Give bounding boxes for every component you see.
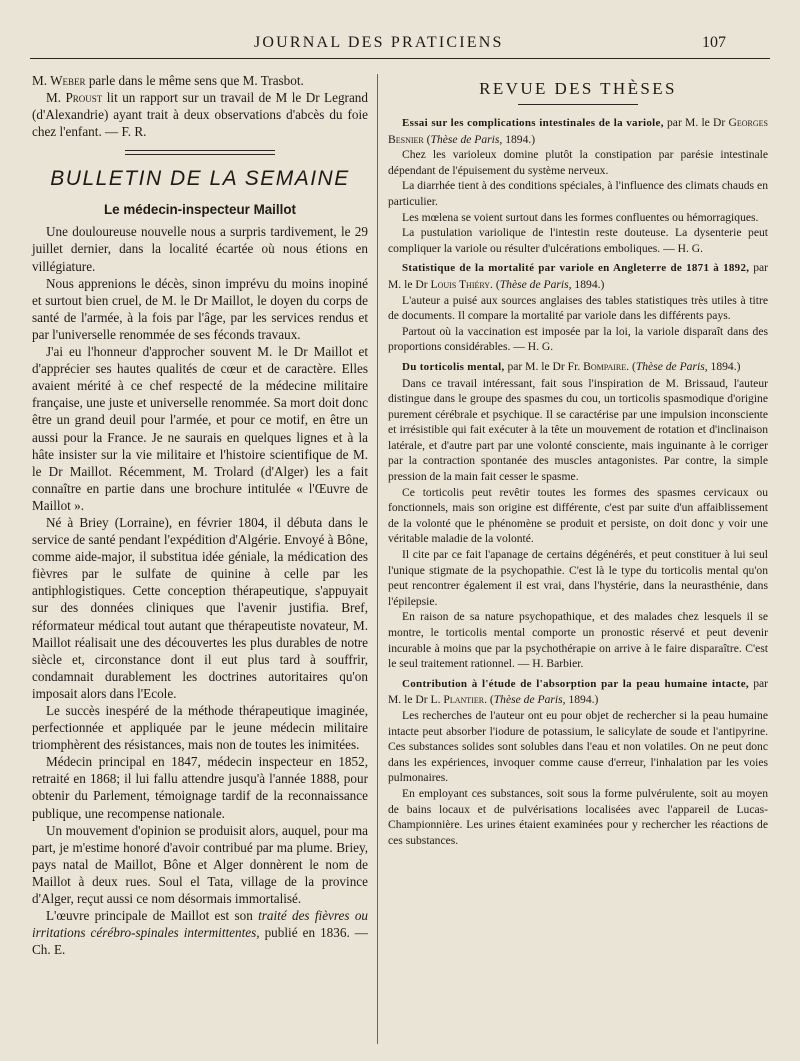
speaker-name: M. Proust: [46, 90, 103, 106]
article-paragraph: Une douloureuse nouvelle nous a surpris tardivement, le 29 juillet dernier, dans la localité écartée où nous étions en villégiature.: [32, 224, 368, 274]
revue-rule: [518, 104, 638, 105]
header-rule: [30, 58, 770, 59]
revue-title: REVUE DES THÈSES: [479, 79, 677, 98]
these-paragraph: Les recherches de l'auteur ont eu pour objet de rechercher si la peau humaine intacte peut absorber l'iodure de potassium, le salicylate de soude et l'antipyrine. Ces substances solides sont solubles dans l'eau et non volatiles. On ne peut donc dans les expériences, invoquer comme cause d'erreur, l'inhalation par les voies pulmonaires.: [388, 708, 768, 785]
article-paragraph: Nous apprenions le décès, sinon imprévu du moins inopiné et surtout bien cruel, de M. le Dr Maillot, le doyen du corps de santé de l'armée, à la fois par l'âge, par les services rendus et par l'universelle renommée de ses féconds travaux.: [32, 275, 368, 342]
these-author: Georges Besnier: [388, 116, 768, 146]
article-paragraph: Médecin principal en 1847, médecin inspecteur en 1852, retraité en 1868; il lui fallu attendre jusqu'à l'année 1888, pour obtenir du Parlement, témoignage tardif de la reconnaissance publique, une recompense nationale.: [32, 754, 368, 821]
bulletin-title: BULLETIN DE LA SEMAINE: [50, 167, 350, 191]
these-paragraph: Les mœlena se voient surtout dans les formes confluentes ou hémorragiques.: [402, 210, 759, 224]
article-paragraph: Un mouvement d'opinion se produisit alors, auquel, pour ma part, je m'estime honoré d'avoir contribué par ma plume. Briey, pays natal de Maillot, Bône et Alger donnèrent le nom de Maillot à deux rues. Soul el Tata, village de la province d'Alger, reçut aussi ce nom désormais immortalisé.: [32, 822, 368, 907]
article-paragraph: J'ai eu l'honneur d'approcher souvent M. le Dr Maillot et d'apprécier ses hautes qualités de cœur et de caractère. Elles avaient mérité à ce chef respecté de la médecine militaire française, une juste et universelle renommée. Sa mort doit donc être un grand deuil pour l'armée, et pour ce motif, en être un aussi pour la France. Je ne saurais en quelques lignes et à la hâte insister sur la vie militaire et l'histoire scientifique de M. le Dr Maillot. Récemment, M. Trolard (d'Alger) les a fait connaître en partie dans une brochure intitulée « l'Œuvre de Maillot ».: [32, 344, 368, 513]
right-column: [388, 72, 768, 848]
these-heading: Statistique de la mortalité par variole en Angleterre de 1871 à 1892, par M. le Dr Louis Thiéry. (Thèse de Paris, 1894.): [388, 261, 769, 291]
article-closing: L'œuvre principale de Maillot est son traité des fièvres ou irritations cérébro-spinales intermittentes, publié en 1836. — Ch. E.: [32, 908, 369, 958]
section-rule: [125, 150, 275, 155]
these-paragraph: Dans ce travail intéressant, fait sous l'inspiration de M. Brissaud, l'auteur distingue dans le groupe des spasmes du cou, un torticolis spasmodique d'origine purement cérébrale et psychique. Il se caractérise par une impulsion inconsciente et irrésistible qui fait exécuter à la tête un mouvement de rotation et d'inclinaison latérale, et d'autre part par une volonté consciente, mais inguinante à le corriger par la contraction spontanée des muscles antagonistes. Par contre, la simple pression de la main fait cesser le spasme.: [388, 376, 768, 484]
left-column: [32, 72, 368, 958]
running-header: [0, 30, 800, 56]
these-paragraph: Partout où la vaccination est imposée par la loi, la variole disparaît dans des proportions considérables. — H. G.: [388, 324, 768, 354]
intro-paragraph: M. Proust lit un rapport sur un travail de M le Dr Legrand (d'Alexandrie) ayant trait à deux observations d'abcès du foie chez l'enfant. — F. R.: [32, 90, 368, 140]
these-paragraph: Ce torticolis peut revêtir toutes les formes des spasmes cervicaux ou fonctionnels, mais son origine est différente, c'est par suite d'un affaiblissement de la volonté que le phénomène se produit et persiste, on doit donc y voir une véritable maladie de la volonté.: [388, 485, 768, 546]
these-paragraph: Chez les varioleux domine plutôt la constipation par parésie intestinale dépendant de l'épuisement du système nerveux.: [388, 148, 768, 177]
intro-paragraph: M. Weber parle dans le même sens que M. Trasbot.: [32, 73, 304, 88]
article-paragraph: Né à Briey (Lorraine), en février 1804, il débuta dans le service de santé pendant l'expédition d'Algérie. Envoyé à Bône, comme aide-major, il substitua idée géniale, la médication des fièvres par le sulfate de quinine à celle par les antiphlogistiques. Cette conception thérapeutique, s'appuyait sur des données cliniques que l'avenir justifia. Bref, réformateur médical tout autant que thérapeutiste novateur, M. Maillot réalisait une des découvertes les plus durables de notre siècle et, circonstance dont il eut plus tard à souffrir, condamnait durablement les doctrines autoritaires qu'on imposait alors dans l'Ecole.: [32, 514, 368, 701]
these-author: Louis Thiéry: [430, 277, 491, 291]
these-entry: [388, 676, 768, 849]
these-author: Bompaire: [583, 359, 627, 373]
these-paragraph: La diarrhée tient à des conditions spéciales, à l'influence des climats chauds en particulier.: [388, 179, 768, 208]
these-heading: Du torticolis mental, par M. le Dr Fr. Bompaire. (Thèse de Paris, 1894.): [402, 359, 741, 373]
these-paragraph: Il cite par ce fait l'apanage de certains dégénérés, et peut constituer à lui seul l'unique stigmate de la psychopathie. C'est là le type du torticolis mental qu'on peut rencontrer également il est vrai, dans l'hystérie, dans la neurasthénie, dans l'épilepsie.: [388, 548, 768, 608]
these-heading: Essai sur les complications intestinales de la variole, par M. le Dr Georges Besnier (Thèse de Paris, 1894.): [388, 116, 768, 146]
these-paragraph: L'auteur a puisé aux sources anglaises des tables statistiques très utiles à titre de documents. Il compare la mortalité par variole dans les différents pays.: [388, 293, 768, 323]
article-paragraph: Le succès inespéré de la méthode thérapeutique imaginée, perfectionnée et appliquée par le jeune médecin militaire triomphèrent des résistances, mais non de toutes les inimitées.: [32, 703, 368, 753]
these-entry: [388, 260, 768, 355]
page-number: 107: [702, 34, 726, 51]
these-entry: [388, 359, 768, 672]
these-paragraph: La pustulation variolique de l'intestin reste douteuse. La dysenterie peut compliquer la variole ou résulter d'ulcérations emboliques. — H. G.: [388, 226, 768, 255]
these-paragraph: En raison de sa nature psychopathique, et des malades chez lesquels il se montre, le torticolis mental comporte un pronostic réservé et peut devenir incurable à moins que par la psychothérapie on arrive à le faire disparaître. C'est le seul traitement rationnel. — H. Barbier.: [388, 610, 768, 671]
column-divider: [377, 74, 378, 1044]
speaker-name: M. Weber: [32, 73, 86, 88]
these-heading: Contribution à l'étude de l'absorption par la peau humaine intacte, par M. le Dr L. Plantier. (Thèse de Paris, 1894.): [388, 676, 769, 707]
these-paragraph: En employant ces substances, soit sous la forme pulvérulente, soit au moyen de bains locaux et de pulvérisations localisées avec l'appareil de Lucas-Championnière. Les urines étaient examinées pour y rechercher les réactions de ces substances.: [388, 786, 768, 847]
these-author: Plantier: [443, 693, 485, 707]
journal-title: JOURNAL DES PRATICIENS: [254, 34, 504, 51]
these-entry: [388, 115, 768, 256]
article-title: Le médecin-inspecteur Maillot: [104, 202, 296, 218]
